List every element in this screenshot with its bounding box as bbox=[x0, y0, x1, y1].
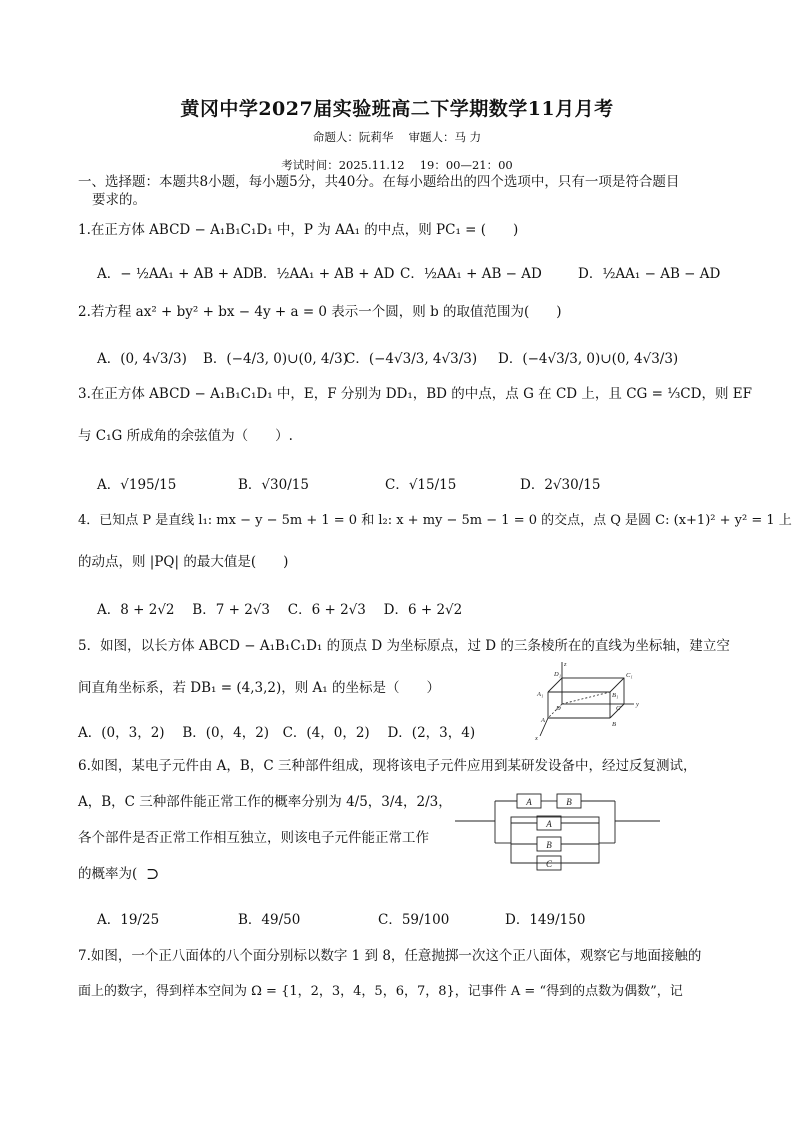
fig5-label: C₁ bbox=[626, 672, 633, 679]
section-heading-cont: 要求的。 bbox=[92, 192, 146, 208]
stray-mark: ⊃ bbox=[146, 864, 160, 883]
fig5-label: z bbox=[564, 661, 567, 668]
fig5-label: A bbox=[541, 717, 545, 724]
fig5-label: D₁ bbox=[554, 671, 561, 678]
question-6-option-d: D．149/150 bbox=[505, 912, 586, 928]
circuit-diagram bbox=[455, 786, 660, 874]
question-2-option-c: C．(−4√3/3, 4√3/3) bbox=[345, 351, 478, 367]
question-3-stem-line2: 与 C₁G 所成角的余弦值为（ ）. bbox=[78, 428, 293, 444]
fig5-label: B₁ bbox=[612, 692, 619, 699]
question-5-options: A．(0，3，2) B．(0，4，2) C．(4，0，2) D．(2，3，4) bbox=[78, 725, 476, 741]
circuit-label-a2: A bbox=[546, 819, 552, 829]
question-4-stem-line2: 的动点，则 |PQ| 的最大值是( ) bbox=[78, 554, 289, 570]
question-4-stem-line1: 4．已知点 P 是直线 l₁: mx − y − 5m + 1 = 0 和 l₂: x + my − 5m − 1 = 0 的交点，点 Q 是圆 C: (x+1)² + y² = 1 上 bbox=[78, 513, 792, 528]
question-3-option-c: C．√15/15 bbox=[385, 477, 457, 493]
question-6-option-a: A．19/25 bbox=[97, 912, 160, 928]
exam-title: 黄冈中学2027届实验班高二下学期数学11月月考 bbox=[180, 98, 614, 120]
question-4-options: A．8 + 2√2 B．7 + 2√3 C．6 + 2√3 D．6 + 2√2 bbox=[97, 602, 463, 618]
section-heading: 一、选择题：本题共8小题，每小题5分，共40分。在每小题给出的四个选项中，只有一项是符合题目 bbox=[78, 174, 680, 190]
circuit-label-c: C bbox=[545, 859, 553, 869]
fig5-label: D bbox=[556, 705, 561, 712]
question-7-stem-line2: 面上的数字，得到样本空间为 Ω = {1，2，3，4，5，6，7，8}，记事件 A = “得到的点数为偶数”，记 bbox=[78, 984, 683, 999]
question-5-stem-line2: 间直角坐标系，若 DB₁ = (4,3,2)，则 A₁ 的坐标是（ ） bbox=[78, 680, 440, 696]
question-1-option-a: A．− ½AA₁ + AB + AD bbox=[97, 266, 254, 282]
question-3-stem-line1: 3.在正方体 ABCD − A₁B₁C₁D₁ 中，E，F 分别为 DD₁，BD 的中点，点 G 在 CD 上，且 CG = ⅓CD，则 EF bbox=[78, 386, 752, 402]
question-7-stem-line1: 7.如图，一个正八面体的八个面分别标以数字 1 到 8，任意抛掷一次这个正八面体，观察它与地面接触的 bbox=[78, 948, 702, 964]
fig5-label: y bbox=[636, 701, 639, 708]
fig5-label: x bbox=[535, 735, 538, 742]
question-2-stem: 2.若方程 ax² + by² + bx − 4y + a = 0 表示一个圆，则 b 的取值范围为( ) bbox=[78, 304, 562, 320]
question-1-option-b: B．½AA₁ + AB + AD bbox=[253, 266, 395, 282]
fig5-label: B bbox=[612, 721, 616, 728]
question-1-option-d: D．½AA₁ − AB − AD bbox=[578, 266, 721, 282]
question-1-stem: 1.在正方体 ABCD − A₁B₁C₁D₁ 中，P 为 AA₁ 的中点，则 PC₁ = ( ) bbox=[78, 222, 519, 238]
question-6-option-c: C．59/100 bbox=[378, 912, 450, 928]
authors-line: 命题人：阮莉华 审题人：马 力 bbox=[312, 130, 482, 144]
question-5-stem-line1: 5．如图，以长方体 ABCD − A₁B₁C₁D₁ 的顶点 D 为坐标原点，过 D 的三条棱所在的直线为坐标轴，建立空 bbox=[78, 638, 730, 654]
question-3-option-a: A．√195/15 bbox=[97, 477, 177, 493]
question-6-stem-line3: 各个部件是否正常工作相互独立，则该电子元件能正常工作 bbox=[78, 830, 429, 846]
cuboid-coordinate-figure bbox=[528, 658, 648, 744]
circuit-label-a: A bbox=[526, 797, 532, 807]
question-3-option-d: D．2√30/15 bbox=[520, 477, 601, 493]
question-2-option-b: B．(−4/3, 0)∪(0, 4/3) bbox=[203, 351, 348, 367]
question-6-stem-line4: 的概率为( bbox=[78, 866, 138, 882]
question-6-stem-line1: 6.如图，某电子元件由 A，B，C 三种部件组成，现将该电子元件应用到某研发设备中，经过反复测试， bbox=[78, 758, 697, 774]
circuit-label-b: B bbox=[566, 797, 572, 807]
question-3-option-b: B．√30/15 bbox=[238, 477, 309, 493]
question-2-option-a: A．(0, 4√3/3) bbox=[97, 351, 187, 367]
exam-time: 考试时间：2025.11.12 19：00—21：00 bbox=[281, 158, 513, 172]
fig5-label: A₁ bbox=[537, 691, 544, 698]
fig5-label: C bbox=[616, 705, 621, 712]
circuit-label-b2: B bbox=[546, 840, 552, 850]
question-2-option-d: D．(−4√3/3, 0)∪(0, 4√3/3) bbox=[498, 351, 679, 367]
question-6-option-b: B．49/50 bbox=[238, 912, 301, 928]
question-1-option-c: C．½AA₁ + AB − AD bbox=[400, 266, 542, 282]
question-6-stem-line2: A，B，C 三种部件能正常工作的概率分别为 4/5，3/4，2/3， bbox=[78, 794, 452, 810]
